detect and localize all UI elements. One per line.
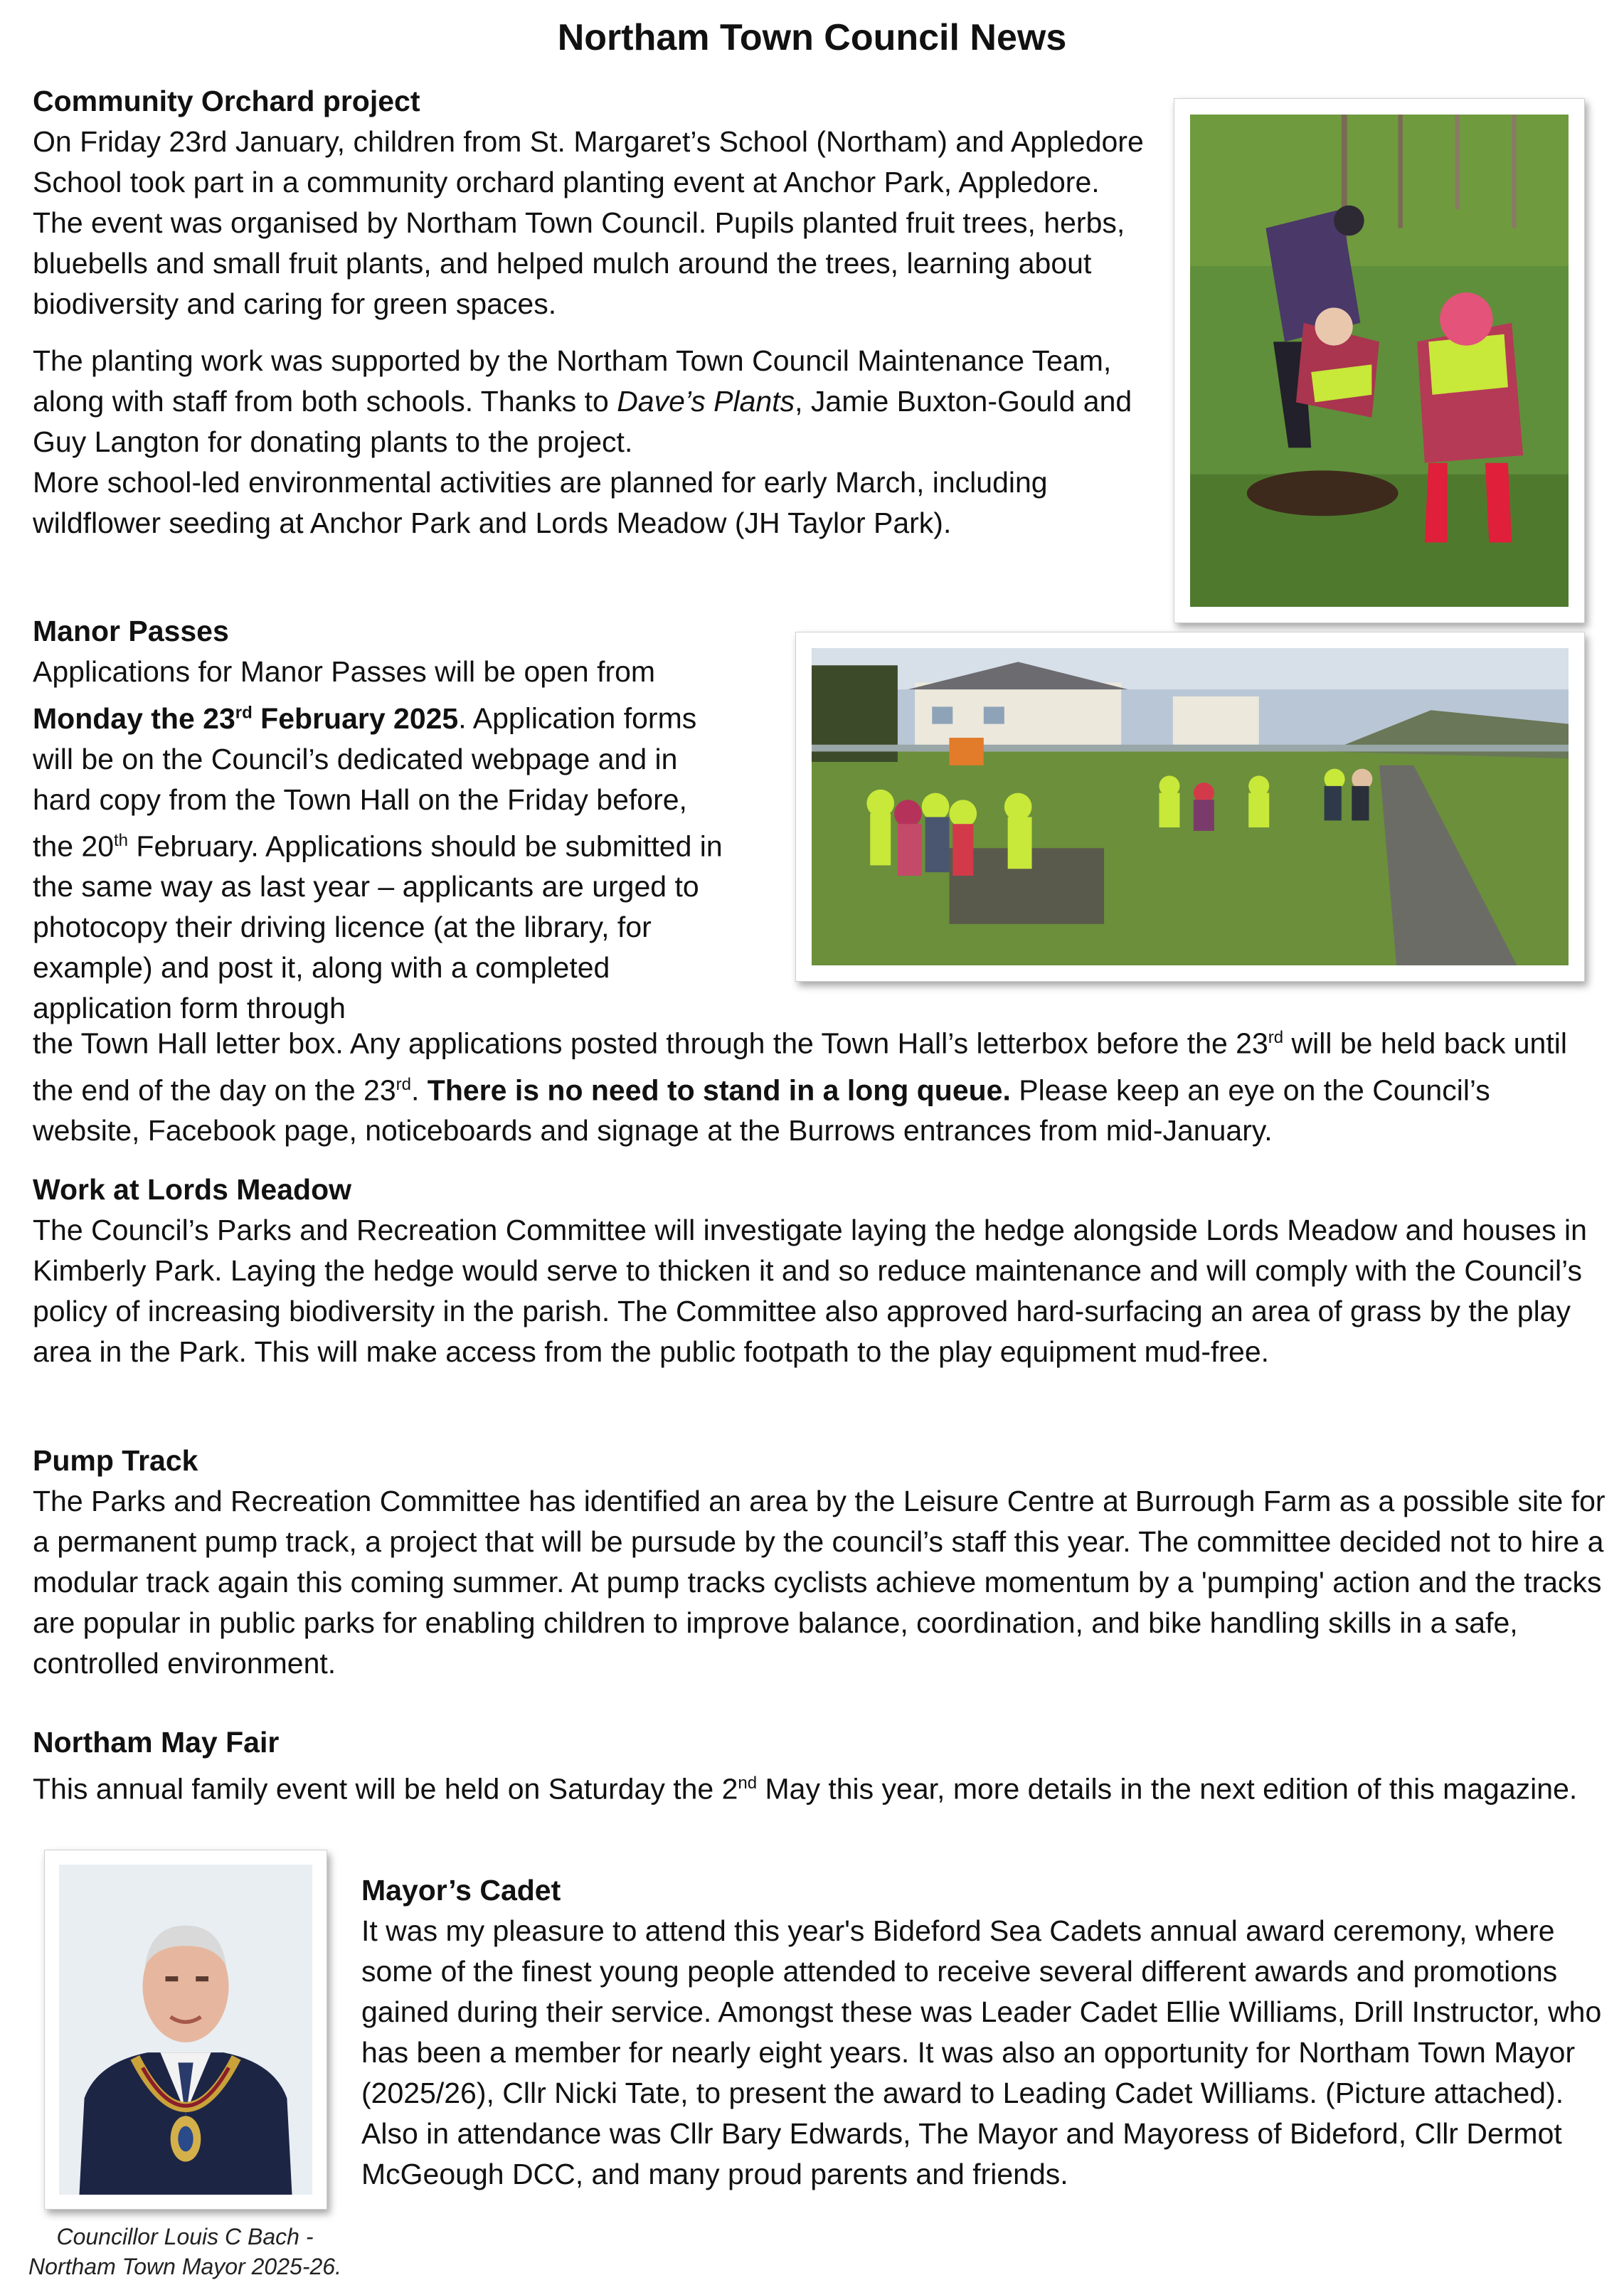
manor-website-text: Please keep an eye on the Council’s website, Facebook page, noticeboards and signage at the Burrows entrances from mid-January. xyxy=(33,1074,1490,1147)
rd-superscript: rd xyxy=(235,703,253,722)
manor-open-date-month: February 2025 xyxy=(252,701,459,735)
manor-period: . xyxy=(410,1074,428,1107)
lords-meadow-body: The Council’s Parks and Recreation Committee will investigate laying the hedge alongside Lords Meadow and houses in Kimberly Park. Laying the hedge would serve to thicken it and so reduce maintenance and will comply with the Council’s policy of increasing biodiversity in the parish. The Committee also approved hard-surfacing an area of grass by the play area in the Park. This will make access from the public footpath to the play equipment mud-free. xyxy=(33,1214,1587,1368)
lords-meadow-heading: Work at Lords Meadow xyxy=(33,1173,352,1206)
orchard-paragraph-2-end: , Jamie Buxton-Gould and Guy Langton for donating plants to the project. xyxy=(33,385,1132,458)
may-fair-body xyxy=(33,1763,1605,1810)
orchard-planting-image xyxy=(1190,115,1569,607)
no-queue-text: There is no need to stand in a long queue. xyxy=(427,1074,1011,1107)
orchard-paragraph-2-start: The planting work was supported by the Northam Town Council Maintenance Team, along with staff from both schools. Thanks to xyxy=(33,344,1112,418)
orchard-paragraph-2 xyxy=(33,341,1146,462)
nd-superscript: nd xyxy=(738,1774,758,1793)
park-planting-photo xyxy=(795,632,1585,982)
mayor-portrait-photo xyxy=(44,1850,327,2210)
caption-line-1: Councillor Louis C Bach - xyxy=(56,2224,314,2249)
mayors-cadet-body: It was my pleasure to attend this year's Bideford Sea Cadets annual award ceremony, where some of the finest young people attended to receive several different awards and promotions gained during their service. Amongst these was Leader Cadet Ellie Williams, Drill Instructor, who has been a member for nearly eight years. It was also an opportunity for Northam Town Mayor (2025/26), Cllr Nicki Tate, to present the award to Leading Cadet Williams. (Picture attached). Also in attendance was Cllr Bary Edwards, The Mayor and Mayoress of Bideford, Cllr Dermot McGeough DCC, and many proud parents and friends. xyxy=(361,1914,1602,2190)
may-fair-text-start: This annual family event will be held on Saturday the 2 xyxy=(33,1772,738,1806)
mayors-cadet-heading: Mayor’s Cadet xyxy=(361,1874,561,1907)
manor-open-date-day: Monday the 23 xyxy=(33,701,235,735)
orchard-paragraph-3: More school-led environmental activities are planned for early March, including wildflower seeding at Anchor Park and Lords Meadow (JH Taylor Park). xyxy=(33,466,1048,539)
caption-line-2: Northam Town Mayor 2025-26. xyxy=(28,2254,341,2279)
park-planting-image xyxy=(812,648,1569,965)
page-title: Northam Town Council News xyxy=(557,17,1067,58)
may-fair-heading: Northam May Fair xyxy=(33,1726,280,1759)
manor-submit-text: February. Applications should be submitted in the same way as last year – applicants are urged to photocopy their driving licence (at the library, for example) and post it, along with a completed application form through xyxy=(33,829,723,1025)
manor-open-date xyxy=(33,702,458,735)
may-fair-text-end: May this year, more details in the next edition of this magazine. xyxy=(757,1772,1578,1806)
mayor-portrait-caption xyxy=(0,2222,370,2281)
th-superscript: th xyxy=(114,830,129,850)
manor-passes-paragraph-continued xyxy=(33,1017,1598,1151)
manor-letterbox-text: the Town Hall letter box. Any applications posted through the Town Hall’s letterbox before the 23 xyxy=(33,1027,1268,1060)
orchard-planting-photo xyxy=(1174,98,1585,623)
pump-track-heading: Pump Track xyxy=(33,1444,198,1477)
orchard-heading: Community Orchard project xyxy=(33,85,420,117)
daves-plants-text: Dave’s Plants xyxy=(617,385,795,418)
manor-passes-paragraph xyxy=(33,652,726,1029)
orchard-paragraph-1: On Friday 23rd January, children from St. Margaret’s School (Northam) and Appledore School took part in a community orchard planting event at Anchor Park, Appledore. The event was organised by Northam Town Council. Pupils planted fruit trees, herbs, bluebells and small fruit plants, and helped mulch around the trees, learning about biodiversity and caring for green spaces. xyxy=(33,125,1144,320)
rd-superscript: rd xyxy=(396,1074,411,1094)
pump-track-body: The Parks and Recreation Committee has identified an area by the Leisure Centre at Burrough Farm as a possible site for a permanent pump track, a project that will be pursude by the council’s staff this year. The committee decided not to hire a modular track again this coming summer. At pump tracks cyclists achieve momentum by a 'pumping' action and the tracks are popular in public parks for enabling children to improve balance, coordination, and bike handling skills in a safe, controlled environment. xyxy=(33,1485,1606,1680)
rd-superscript: rd xyxy=(1268,1028,1284,1047)
manor-passes-heading: Manor Passes xyxy=(33,615,229,647)
manor-held-back-text: will be held back until the end of the day on the 23 xyxy=(33,1027,1567,1107)
manor-open-text: Applications for Manor Passes will be open from xyxy=(33,655,656,688)
manor-forms-text: . Application forms will be on the Council’s dedicated webpage and in hard copy from the Town Hall on the Friday before, the 20 xyxy=(33,701,697,863)
mayor-portrait-image xyxy=(59,1865,312,2195)
